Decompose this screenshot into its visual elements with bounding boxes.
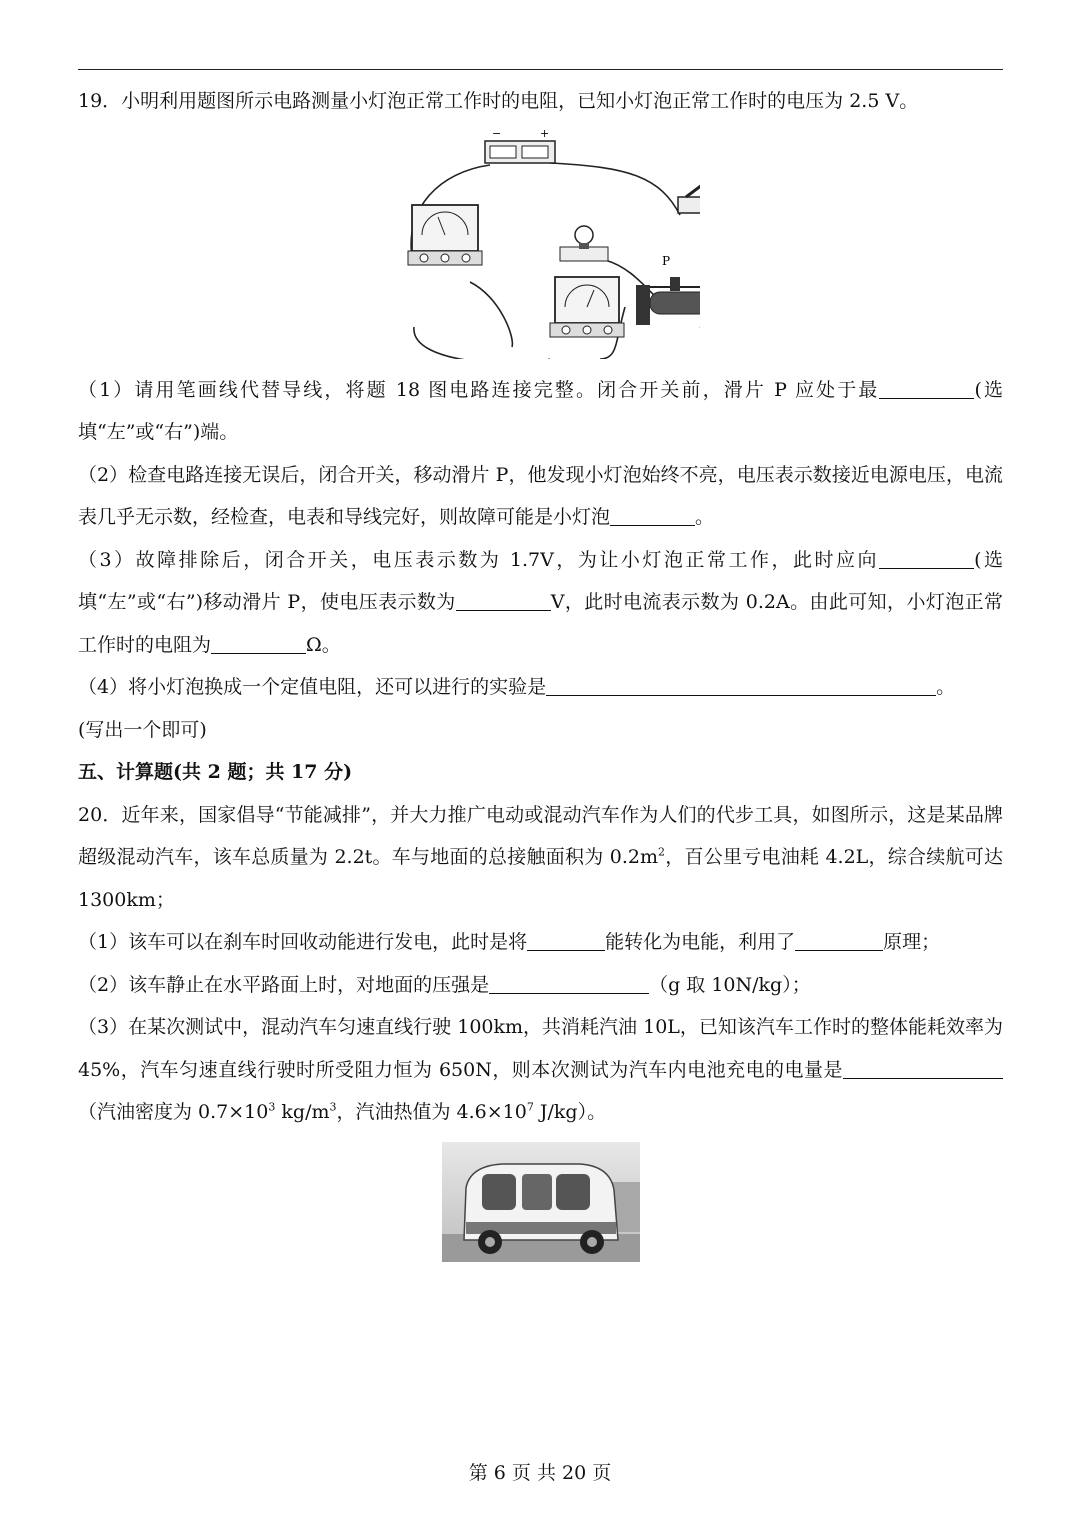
answer-blank[interactable] bbox=[610, 506, 695, 526]
car-figure bbox=[78, 1142, 1003, 1266]
section-title: 五、计算题(共 2 题；共 17 分) bbox=[78, 761, 353, 783]
car-photo bbox=[442, 1142, 640, 1262]
q19-part3: （3）故障排除后，闭合开关，电压表示数为 1.7V，为让小灯泡正常工作，此时应向 (选填“左”或“右”)移动滑片 P，使电压表示数为 V，此时电流表示数为 0.2A。由此可知，小灯泡正常工作时的电阻为 Ω。 bbox=[78, 548, 1004, 656]
battery bbox=[485, 127, 555, 163]
slider-label: P bbox=[662, 253, 671, 268]
q20-stem: 20．近年来，国家倡导“节能减排”，并大力推广电动或混动汽车作为人们的代步工具，如图所示，这是某品牌超级混动汽车，该车总质量为 2.2t。车与地面的总接触面积为 $0.2m^2$，百公里亏电油耗 4.2L，综合续航可达 1300km； bbox=[78, 803, 1003, 911]
answer-blank[interactable] bbox=[527, 931, 605, 951]
switch bbox=[678, 175, 700, 213]
ammeter bbox=[408, 205, 482, 265]
q20-part1: （1）该车可以在刹车时回收动能进行发电，此时是将 能转化为电能，利用了 原理； bbox=[78, 931, 941, 953]
answer-blank[interactable] bbox=[795, 931, 883, 951]
answer-blank[interactable] bbox=[843, 1059, 1003, 1079]
battery-pos-label: + bbox=[540, 126, 550, 140]
answer-blank[interactable] bbox=[546, 676, 936, 696]
voltmeter bbox=[550, 277, 624, 337]
q19-part4-note: (写出一个即可) bbox=[78, 718, 207, 741]
header-rule bbox=[78, 69, 1003, 70]
q19-part2: （2）检查电路连接无误后，闭合开关，移动滑片 P，他发现小灯泡始终不亮，电压表示数接近电源电压，电流表几乎无示数，经检查，电表和导线完好，则故障可能是小灯泡 。 bbox=[78, 463, 1003, 528]
page-content bbox=[78, 80, 1003, 1266]
q19-part1: （1）请用笔画线代替导线，将题 18 图电路连接完整。闭合开关前，滑片 P 应处于最 (选填“左”或“右”)端。 bbox=[78, 378, 1003, 443]
answer-blank[interactable] bbox=[489, 974, 649, 994]
q20-part2: （2）该车静止在水平路面上时，对地面的压强是 （g 取 10N/kg）； bbox=[78, 973, 811, 996]
q20-part3: （3）在某次测试中，混动汽车匀速直线行驶 100km，共消耗汽油 10L，已知该汽车工作时的整体能耗效率为 45%，汽车匀速直线行驶时所受阻力恒为 650N，则本次测试为汽车内电池充电的电量是（汽油密度为 $0.7\times 10^3$ $kg/m^3$，汽油热值为 $4.6\times 10^7$ J/kg）。 bbox=[78, 1016, 1003, 1123]
circuit-figure bbox=[78, 127, 1003, 363]
q19-stem: 19．小明利用题图所示电路测量小灯泡正常工作时的电阻，已知小灯泡正常工作时的电压为 2.5 V。 bbox=[78, 90, 919, 112]
answer-blank[interactable] bbox=[456, 591, 551, 611]
q19-part4: （4）将小灯泡换成一个定值电阻，还可以进行的实验是 。 bbox=[78, 676, 956, 698]
battery-neg-label: − bbox=[492, 126, 502, 140]
rheostat bbox=[636, 254, 700, 325]
answer-blank[interactable] bbox=[879, 549, 974, 569]
answer-blank[interactable] bbox=[879, 379, 974, 399]
bulb bbox=[560, 226, 608, 261]
answer-blank[interactable] bbox=[211, 634, 306, 654]
page-footer: 第 6 页 共 20 页 bbox=[468, 1462, 612, 1484]
circuit-diagram bbox=[400, 127, 700, 359]
